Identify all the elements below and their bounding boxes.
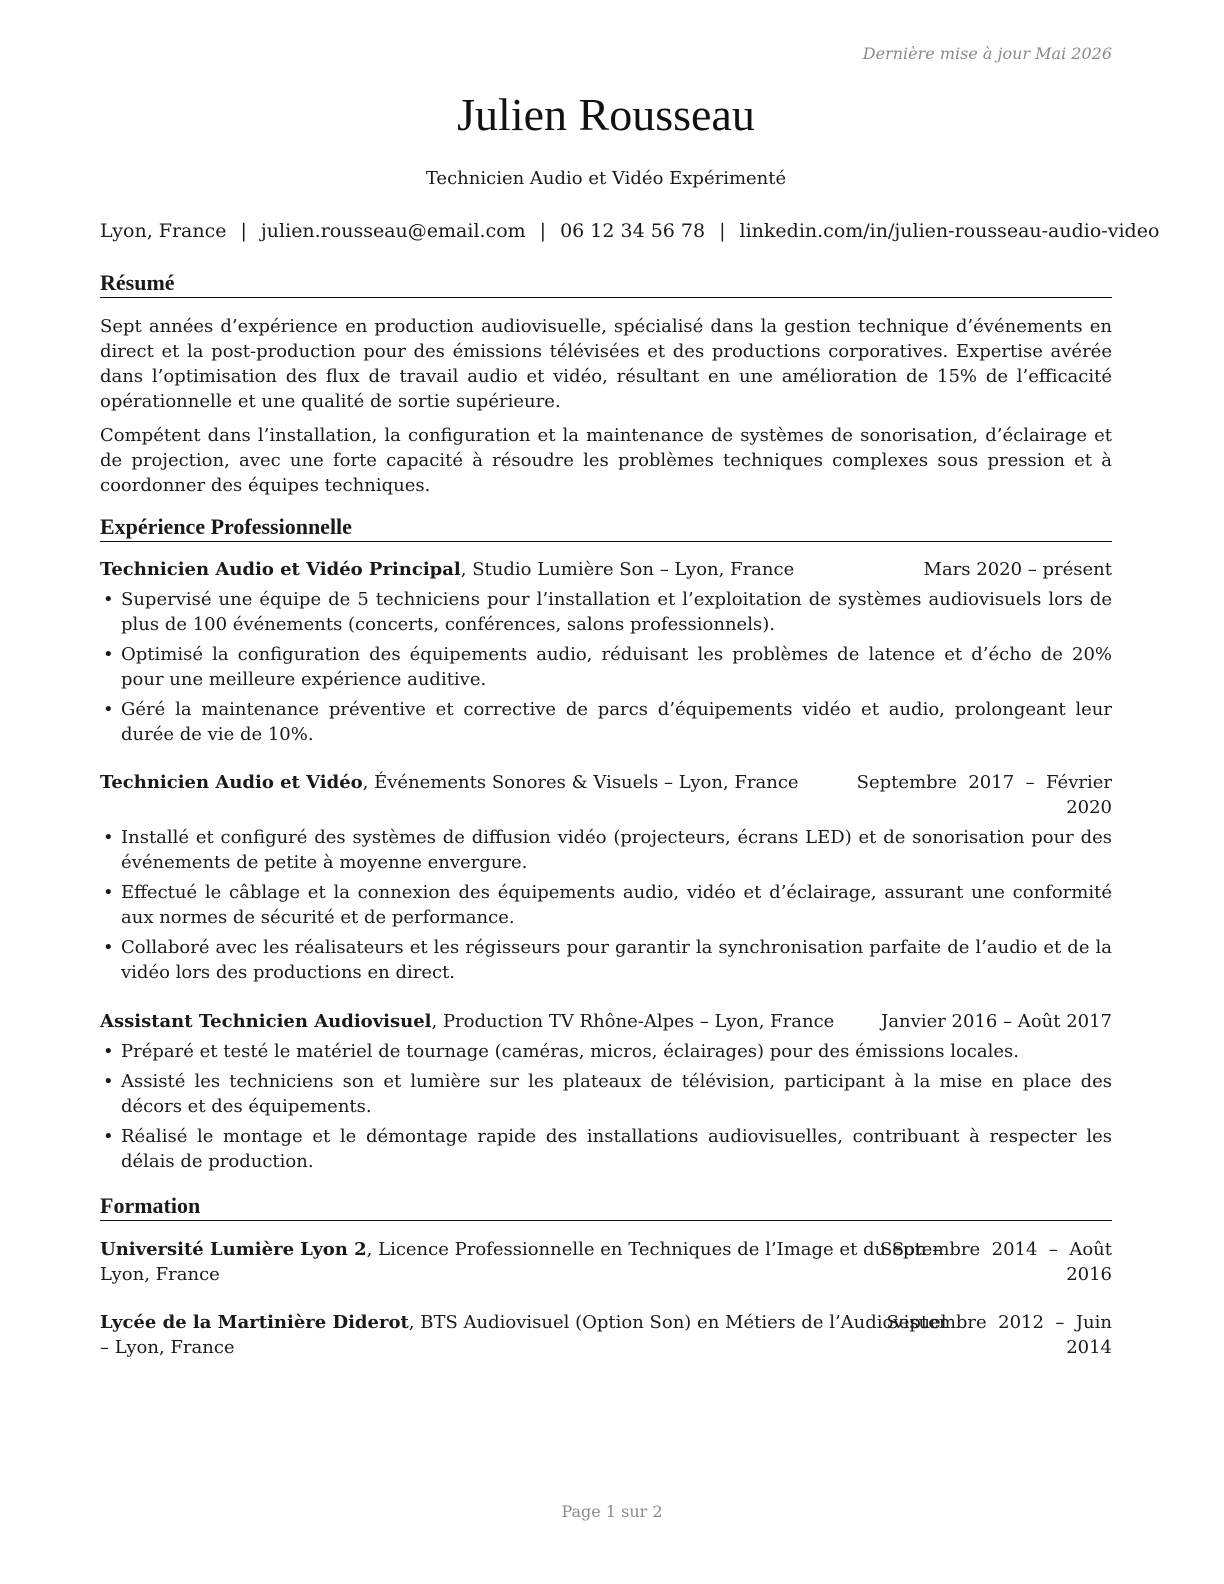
page-number: Page 1 sur 2 <box>561 1502 663 1521</box>
job-company: , Production TV Rhône-Alpes – Lyon, France <box>431 1011 835 1032</box>
job-company: , Événements Sonores & Visuels – Lyon, France <box>362 772 799 793</box>
degree: , Licence Professionnelle en Techniques de l’Image et du Son – <box>366 1239 942 1260</box>
list-item: • Géré la maintenance préventive et corrective de parcs d’équipements vidéo et audio, prolongeant leur durée de vie de 10%. <box>103 699 1112 745</box>
contact-separator: | <box>240 220 247 242</box>
list-item: • Installé et configuré des systèmes de diffusion vidéo (projecteurs, écrans LED) et de sonorisation pour des événements de petite à moyenne envergure. <box>103 827 1112 873</box>
contact-phone: 06 12 34 56 78 <box>560 220 706 242</box>
contact-separator: | <box>539 220 547 242</box>
education-dates: Septembre 2012 – Juin <box>886 1312 1112 1333</box>
education-entry <box>100 1237 1112 1287</box>
list-item: • Effectué le câblage et la connexion des équipements audio, vidéo et d’éclairage, assurant une conformité aux normes de sécurité et de performance. <box>103 882 1112 928</box>
job-bullets <box>100 825 1112 990</box>
section-title-experience: Expérience Professionnelle <box>100 514 1112 542</box>
job-bullets <box>100 587 1112 752</box>
school-name: Lycée de la Martinière Diderot <box>100 1312 409 1333</box>
school-location: Lyon, France <box>100 1264 220 1285</box>
candidate-name: Julien Rousseau <box>457 89 755 140</box>
summary-paragraph: Sept années d’expérience en production audiovisuelle, spécialisé dans la gestion technique d’événements en direct et la post-production pour des émissions télévisées et des productions corporatives. Expertise avérée dans l’optimisation des flux de travail audio et vidéo, résultant en une amélioration de 15% de l’efficacité opérationnelle et une qualité de sortie supérieure. <box>100 316 1112 412</box>
job-company: , Studio Lumière Son – Lyon, France <box>460 559 795 580</box>
school-name: Université Lumière Lyon 2 <box>100 1239 367 1260</box>
list-item: • Préparé et testé le matériel de tournage (caméras, micros, éclairages) pour des émissions locales. <box>103 1041 1019 1062</box>
education-dates-continued: 2016 <box>1066 1264 1112 1285</box>
contact-linkedin[interactable]: linkedin.com/in/julien-rousseau-audio-video <box>739 220 1160 242</box>
contact-separator: | <box>719 220 726 242</box>
list-item: • Supervisé une équipe de 5 techniciens pour l’installation et l’exploitation de systèmes audiovisuels lors de plus de 100 événements (concerts, conférences, salons professionnels). <box>103 589 1112 635</box>
contact-location: Lyon, France <box>100 220 227 242</box>
school-location: – Lyon, France <box>100 1337 235 1358</box>
contact-line <box>100 220 1160 242</box>
job-dates: Janvier 2016 – Août 2017 <box>881 1011 1112 1032</box>
list-item: • Collaboré avec les réalisateurs et les régisseurs pour garantir la synchronisation parfaite de l’audio et de la vidéo lors des productions en direct. <box>103 937 1112 983</box>
education-entry <box>100 1310 1112 1360</box>
degree: , BTS Audiovisuel (Option Son) en Métiers de l’Audiovisuel <box>408 1312 947 1333</box>
job-header <box>100 770 1112 820</box>
list-item: • Réalisé le montage et le démontage rapide des installations audiovisuelles, contribuant à respecter les délais de production. <box>103 1126 1112 1172</box>
job-dates: Mars 2020 – présent <box>923 559 1112 580</box>
candidate-title: Technicien Audio et Vidéo Expérimenté <box>425 168 787 189</box>
education-dates-continued: 2014 <box>1066 1337 1112 1358</box>
job-title: Technicien Audio et Vidéo <box>100 772 363 793</box>
last-updated: Dernière mise à jour Mai 2026 <box>862 44 1112 63</box>
job-dates-continued: 2020 <box>1066 797 1112 818</box>
contact-email[interactable]: julien.rousseau@email.com <box>260 220 526 242</box>
summary-paragraph: Compétent dans l’installation, la configuration et la maintenance de systèmes de sonorisation, d’éclairage et de projection, avec une forte capacité à résoudre les problèmes techniques complexes sous pression et à coordonner des équipes techniques. <box>100 425 1112 496</box>
education-dates: Septembre 2014 – Août <box>879 1239 1112 1260</box>
job-title: Technicien Audio et Vidéo Principal <box>100 559 461 580</box>
section-title-summary: Résumé <box>100 270 1112 298</box>
list-item: • Assisté les techniciens son et lumière sur les plateaux de télévision, participant à la mise en place des décors et des équipements. <box>103 1071 1112 1117</box>
list-item: • Optimisé la configuration des équipements audio, réduisant les problèmes de latence et d’écho de 20% pour une meilleure expérience auditive. <box>103 644 1112 690</box>
job-bullets <box>100 1039 1112 1179</box>
job-dates: Septembre 2017 – Février <box>856 772 1112 793</box>
section-title-education: Formation <box>100 1193 1112 1221</box>
job-title: Assistant Technicien Audiovisuel <box>100 1011 432 1032</box>
